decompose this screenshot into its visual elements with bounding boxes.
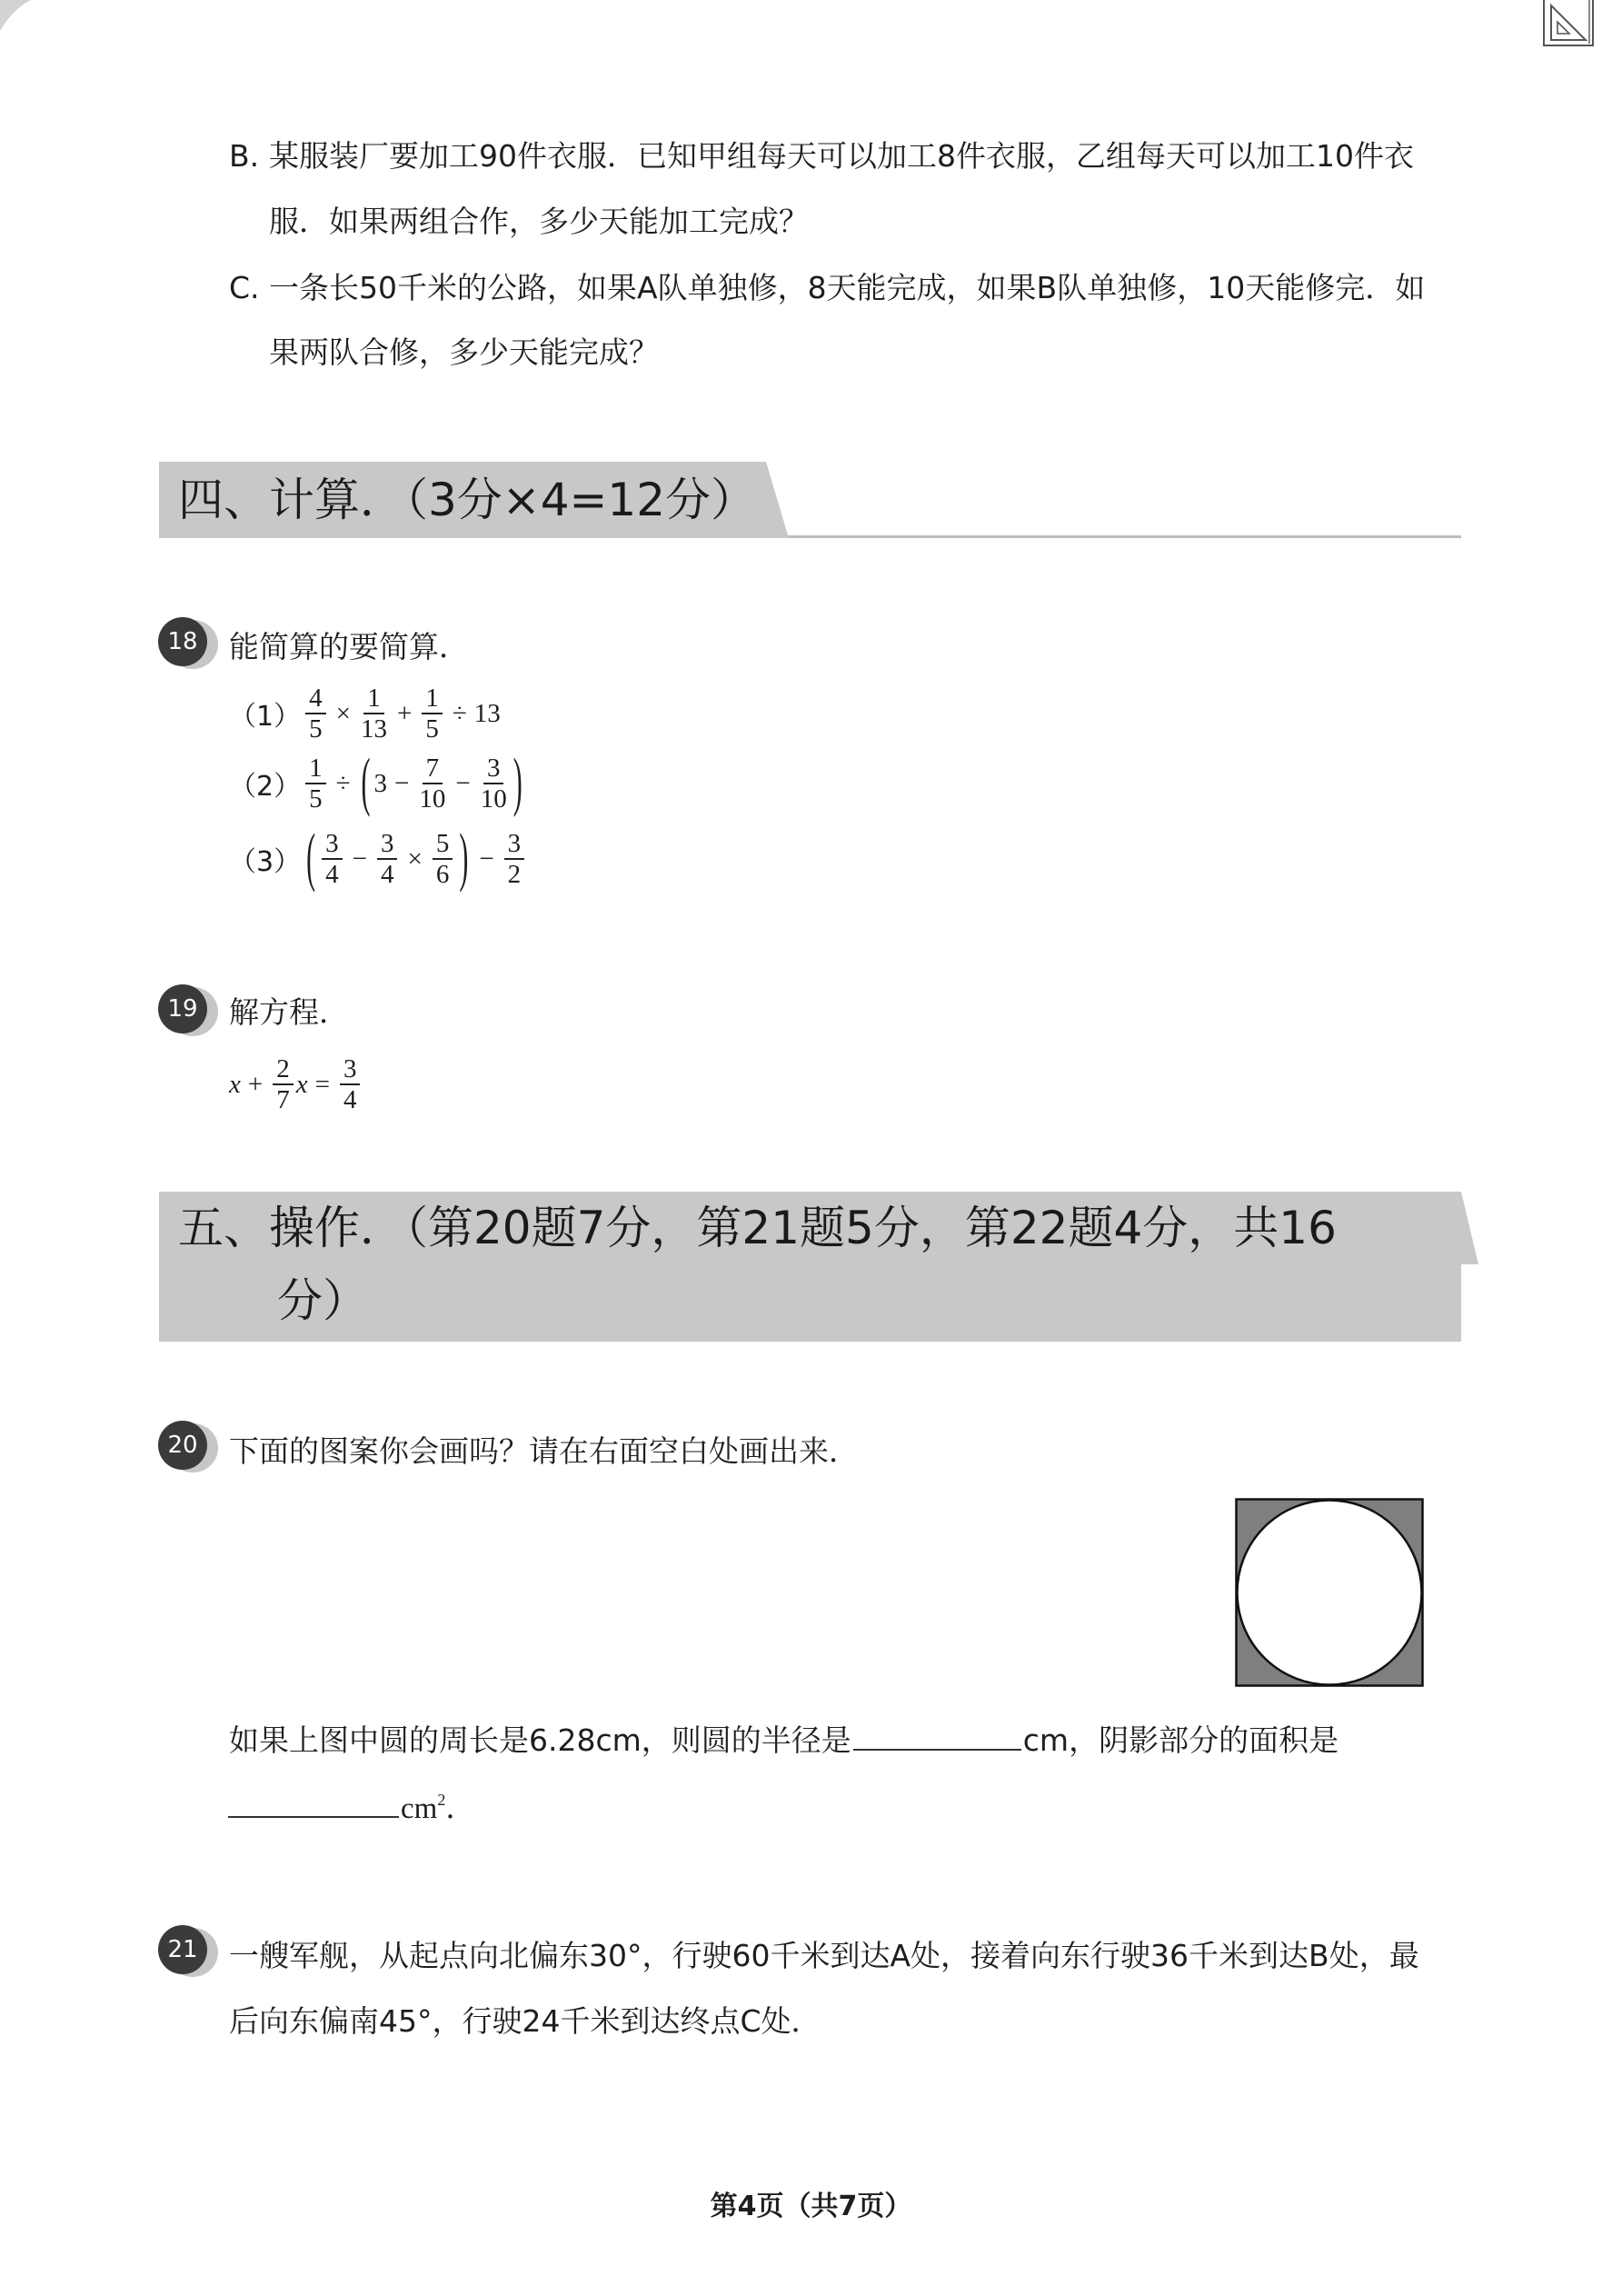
- numerator: 7: [423, 754, 443, 784]
- operator: −: [455, 768, 471, 798]
- q19-equation: [229, 1046, 363, 1123]
- fraction: [422, 684, 443, 743]
- section-five-title-line2: 分）: [277, 1274, 368, 1327]
- section-five-title-line1: 五、操作．（第20题7分，第21题5分，第22题4分，共16: [178, 1202, 1337, 1254]
- right-parenthesis: ): [512, 746, 522, 819]
- badge-number: 19: [158, 984, 207, 1033]
- denominator: 4: [380, 860, 394, 889]
- q21-line1: 一艘军舰，从起点向北偏东30°，行驶60千米到达A处，接着向东行驶36千米到达B处，最: [229, 1938, 1419, 1973]
- variable: x: [229, 1069, 241, 1099]
- fill-in-text: ．: [445, 1790, 476, 1825]
- numerator: 3: [483, 754, 504, 784]
- q21-line2: 后向东偏南45°，行驶24千米到达终点C处．: [229, 2003, 821, 2039]
- q18-item-3: [229, 821, 527, 897]
- operator: +: [247, 1069, 264, 1099]
- q19-prompt: 解方程．: [229, 994, 349, 1030]
- answer-blank: [853, 1722, 1021, 1751]
- operator: ÷: [335, 768, 351, 798]
- badge-number: 20: [158, 1421, 207, 1470]
- denominator: 5: [309, 714, 323, 744]
- operator: ÷: [452, 698, 467, 728]
- question-number-badge: [158, 1421, 222, 1475]
- denominator: 7: [276, 1085, 290, 1114]
- right-parenthesis: ): [459, 822, 469, 894]
- numerator: 1: [305, 754, 326, 784]
- unit-exponent: 2: [437, 1791, 446, 1809]
- fraction: [433, 830, 453, 888]
- q18-item-1: [229, 675, 501, 752]
- page-number-footer: 第4页（共7页）: [710, 2191, 912, 2222]
- fraction: [273, 1055, 294, 1113]
- unit: cm: [401, 1792, 438, 1825]
- option-c-label: C.: [229, 270, 260, 305]
- q20-fill-in-line1: [229, 1718, 1338, 1763]
- question-number-badge: [158, 617, 222, 672]
- variable: x: [295, 1069, 308, 1099]
- item-label: （3）: [229, 846, 302, 878]
- operator: −: [352, 844, 367, 873]
- numerator: 1: [422, 684, 443, 714]
- denominator: 13: [360, 714, 387, 744]
- denominator: 2: [507, 860, 522, 889]
- fraction: [322, 830, 343, 888]
- fraction: [504, 830, 525, 888]
- badge-number: 21: [158, 1925, 207, 1974]
- operator: ×: [335, 698, 351, 728]
- badge-number: 18: [158, 617, 207, 666]
- item-label: （2）: [229, 771, 302, 803]
- q18-item-2: [229, 745, 526, 822]
- option-b-label: B.: [229, 138, 260, 174]
- number: 13: [473, 698, 501, 728]
- fraction: [377, 830, 398, 888]
- fill-in-text: 如果上图中圆的周长是6.28cm，则圆的半径是: [229, 1722, 851, 1758]
- left-parenthesis: (: [306, 822, 316, 894]
- operator: ×: [407, 844, 423, 873]
- numerator: 3: [340, 1055, 361, 1085]
- fraction: [481, 754, 507, 813]
- numerator: 3: [377, 830, 398, 860]
- denominator: 4: [343, 1085, 357, 1114]
- numerator: 3: [504, 830, 525, 860]
- inscribed-circle: [1238, 1501, 1422, 1685]
- option-b-line2: 服．如果两组合作，多少天能加工完成？: [269, 204, 809, 239]
- q20-prompt: 下面的图案你会画吗？请在右面空白处画出来．: [229, 1433, 859, 1469]
- fill-in-text: cm，阴影部分的面积是: [1022, 1722, 1339, 1758]
- numerator: 4: [305, 684, 326, 714]
- operator: −: [479, 844, 494, 873]
- numerator: 5: [433, 830, 453, 860]
- item-label: （1）: [229, 701, 302, 733]
- q18-prompt: 能简算的要简算．: [229, 629, 469, 664]
- option-c-line1: 一条长50千米的公路，如果A队单独修，8天能完成，如果B队单独修，10天能修完．如: [269, 270, 1426, 305]
- operator: −: [394, 768, 410, 798]
- q20-fill-in-line2: [226, 1785, 475, 1831]
- numerator: 1: [363, 684, 384, 714]
- question-number-badge: [158, 1925, 222, 1980]
- option-b-line1: 某服装厂要加工90件衣服．已知甲组每天可以加工8件衣服，乙组每天可以加工10件衣: [269, 138, 1414, 174]
- page-corner-shadow: [0, 0, 36, 36]
- left-parenthesis: (: [361, 746, 371, 819]
- denominator: 5: [309, 784, 323, 814]
- section-four-title: 四、计算．（3分×4=12分）: [178, 474, 757, 526]
- fraction: [305, 684, 326, 743]
- fraction: [305, 754, 326, 813]
- number: 3: [373, 768, 388, 798]
- numerator: 2: [273, 1055, 294, 1085]
- operator: +: [396, 698, 413, 728]
- fraction: [340, 1055, 361, 1113]
- denominator: 6: [435, 860, 450, 889]
- circle-in-square-figure: [1235, 1498, 1424, 1687]
- equals-sign: =: [314, 1069, 330, 1099]
- question-number-badge: [158, 984, 222, 1039]
- denominator: 5: [425, 714, 439, 744]
- set-square-icon: [1541, 0, 1597, 49]
- numerator: 3: [322, 830, 343, 860]
- denominator: 10: [480, 784, 507, 814]
- denominator: 4: [325, 860, 339, 889]
- answer-blank: [228, 1789, 399, 1818]
- option-c-line2: 果两队合修，多少天能完成？: [269, 334, 659, 370]
- denominator: 10: [419, 784, 446, 814]
- fraction: [419, 754, 445, 813]
- fraction: [361, 684, 387, 743]
